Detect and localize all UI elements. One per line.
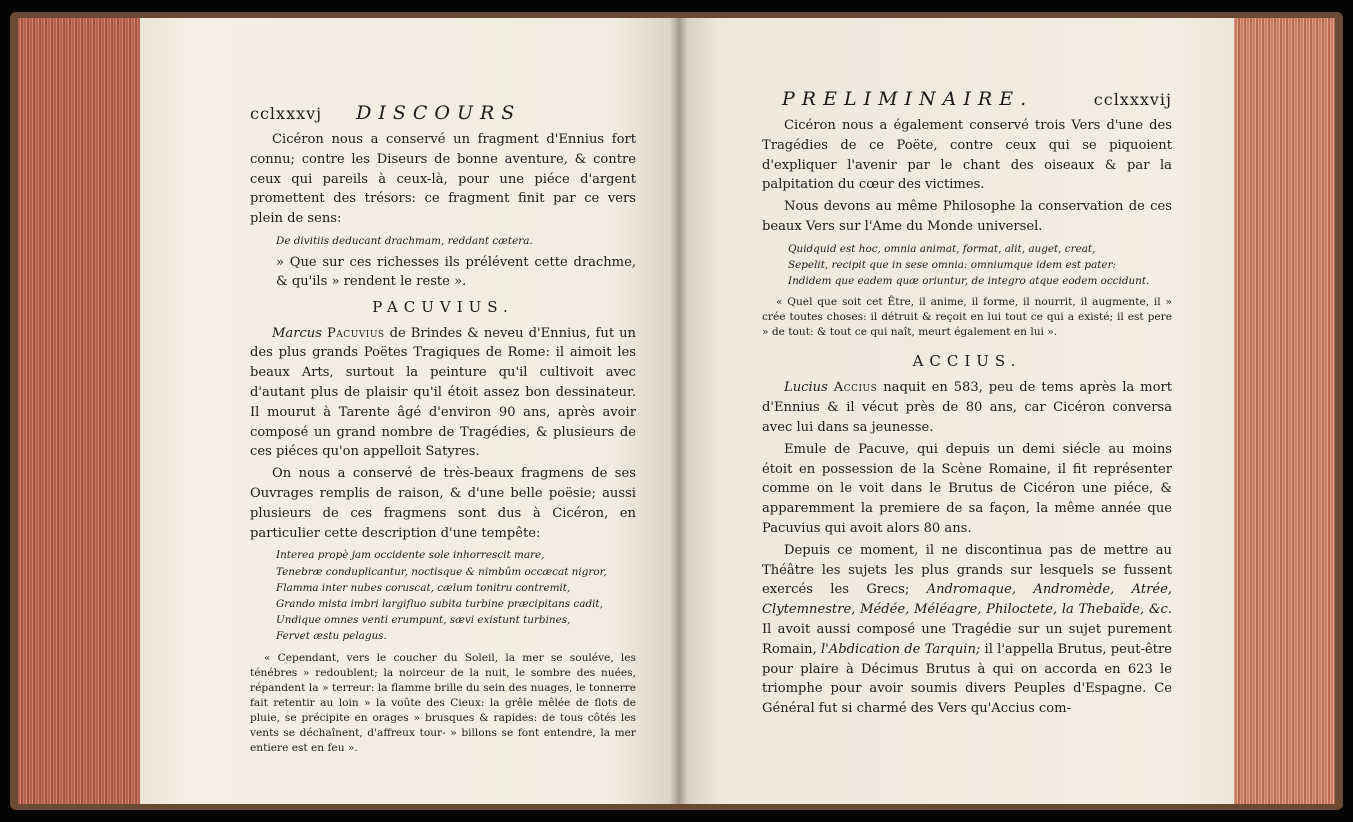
tempest-translation: « Cependant, vers le coucher du Soleil, la mer se souléve, les ténébres » redoublent; la noirceur de la nuit, le sombre des nuées, répandent la » terreur: la flamme brille du sein des nuages, le tonnerre fait retentir au loin » la voûte des Cieux: la grêle mêlée de flots de pluie, se précipite en orages » brusques & rapides: de tous côtés les vents se déchaînent, d'affreux tour- » billons se font entendre, la mer entiere est en feu ». [250, 651, 636, 754]
left-page [140, 18, 678, 804]
section-title-accius: ACCIUS. [912, 352, 1022, 371]
left-page-number: cclxxxvj [250, 104, 323, 123]
latin-verse-line: Quidquid est hoc, omnia animat, format, alit, auget, creat, [788, 242, 1096, 255]
latin-verse-line: Fervet æstu pelagus. [276, 630, 387, 643]
accius-name: Accius [833, 380, 878, 396]
latin-verses-tempest [276, 547, 636, 644]
left-paragraph-1: Cicéron nous a conservé un fragment d'Ennius fort connu; contre les Diseurs de bonne aventure, & contre ceux qui pareils à ceux-là, pour une piéce d'argent promettent des trésors: ce fragment finit par ce vers plein de sens: [250, 132, 636, 227]
right-paragraph-5 [762, 541, 1172, 719]
book-gutter [670, 18, 688, 804]
latin-verse-line: Grando mista imbri largifluo subita turbine præcipitans cadit, [276, 597, 603, 610]
right-paragraph-3 [762, 378, 1172, 437]
right-paragraph-2: Nous devons au même Philosophe la conservation de ces beaux Vers sur l'Ame du Monde universel. [762, 199, 1172, 234]
pacuvius-name: Pacuvius [327, 325, 385, 341]
pacuvius-praenomen: Marcus [272, 325, 322, 341]
section-title-pacuvius: PACUVIUS. [372, 297, 514, 316]
left-paragraph-2 [250, 324, 636, 463]
right-paragraph-3-text: naquit en 583, peu de tems après la mort d'Ennius & il vécut près de 80 ans, car Cicéron conversa avec lui dans sa jeunesse. [762, 380, 1172, 435]
tragedy-titles: Andromaque, Andromède, Atrée, Clytemnestre, Médée, Méléagre, Philoctete, la Thebaïde, &c. [762, 582, 1173, 618]
latin-verse-line: Undique omnes venti erumpunt, sævi existunt turbines, [276, 614, 571, 627]
soul-translation: « Quel que soit cet Être, il anime, il forme, il nourrit, il augmente, il » crée toutes choses: il détruit & reçoit en lui tout ce qui a existé; il est pere » de tout: & tout ce qui naît, meurt également en lui ». [762, 296, 1172, 339]
right-page-edges [1223, 18, 1335, 804]
left-page-text [250, 102, 636, 756]
latin-verse-line: Interea propè jam occidente sole inhorrescit mare, [276, 549, 545, 562]
right-paragraph-4: Emule de Pacuve, qui depuis un demi siécle au moins étoit en possession de la Scène Romaine, il fit représenter comme on le voit dans le Brutus de Cicéron une piéce, & apparemment la premiere de sa façon, la même année que Pacuvius qui avoit alors 80 ans. [762, 441, 1172, 536]
right-paragraph-5-part-b: Il avoit aussi composé une Tragédie sur un sujet purement Romain, [762, 621, 1172, 657]
latin-verse-ennius: De divitiis deducant drachmam, reddant cætera. [276, 234, 533, 247]
right-page-header [762, 88, 1172, 110]
right-page-number: cclxxxvij [1093, 90, 1172, 109]
latin-verse-line: Tenebræ conduplicantur, noctisque & nimbûm occæcat nigror, [276, 565, 607, 578]
latin-verses-soul [788, 241, 1172, 290]
left-page-edges [18, 18, 143, 804]
left-page-header [250, 102, 636, 124]
right-paragraph-5-part-a: Depuis ce moment, il ne discontinua pas de mettre au Théâtre les sujets les plus grands sur lesquels se fussent exercés les Grecs; [762, 542, 1172, 598]
right-page [678, 18, 1234, 804]
accius-praenomen: Lucius [784, 380, 828, 396]
right-page-text [762, 88, 1172, 721]
tragedy-title-tarquin: l'Abdication de Tarquin; [820, 641, 981, 657]
latin-verse-line: Sepelit, recipit que in sese omnia: omniumque idem est pater: [788, 258, 1117, 271]
latin-verse-line: Flamma inter nubes coruscat, cælum tonitru contremit, [276, 581, 571, 594]
quote-translation-ennius: » Que sur ces richesses ils prélévent cette drachme, & qu'ils » rendent le reste ». [276, 255, 636, 290]
right-paragraph-5-part-c: il l'appella Brutus, peut-être pour plaire à Décimus Brutus à qui on accorda en 623 le triomphe pour avoir soumis divers Peuples d'Espagne. Ce Général fut si charmé des Vers qu'Accius com- [762, 641, 1173, 717]
right-running-title: PRELIMINAIRE. [782, 88, 1034, 110]
left-running-title: DISCOURS [356, 102, 522, 124]
left-paragraph-3: On nous a conservé de très-beaux fragmens de ses Ouvrages remplis de raison, & d'une belle poësie; aussi plusieurs de ces fragmens sont dus à Cicéron, en particulier cette description d'une tempête: [250, 466, 636, 541]
right-paragraph-1: Cicéron nous a également conservé trois Vers d'une des Tragédies de ce Poëte, contre ceux qui se piquoient d'expliquer l'avenir par le chant des oiseaux & par la palpitation du cœur des victimes. [762, 118, 1172, 193]
left-paragraph-2-text: de Brindes & neveu d'Ennius, fut un des plus grands Poëtes Tragiques de Rome: il aimoit les beaux Arts, surtout la peinture qu'il cultivoit avec d'autant plus de plaisir qu'il étoit assez bon dessinateur. Il mourut à Tarente âgé d'environ 90 ans, après avoir composé un grand nombre de Tragédies, & plusieurs de ces piéces qu'on appelloit Satyres. [250, 325, 636, 460]
latin-verse-line: Indidem que eadem quæ oriuntur, de integro atque eodem occidunt. [788, 275, 1150, 288]
